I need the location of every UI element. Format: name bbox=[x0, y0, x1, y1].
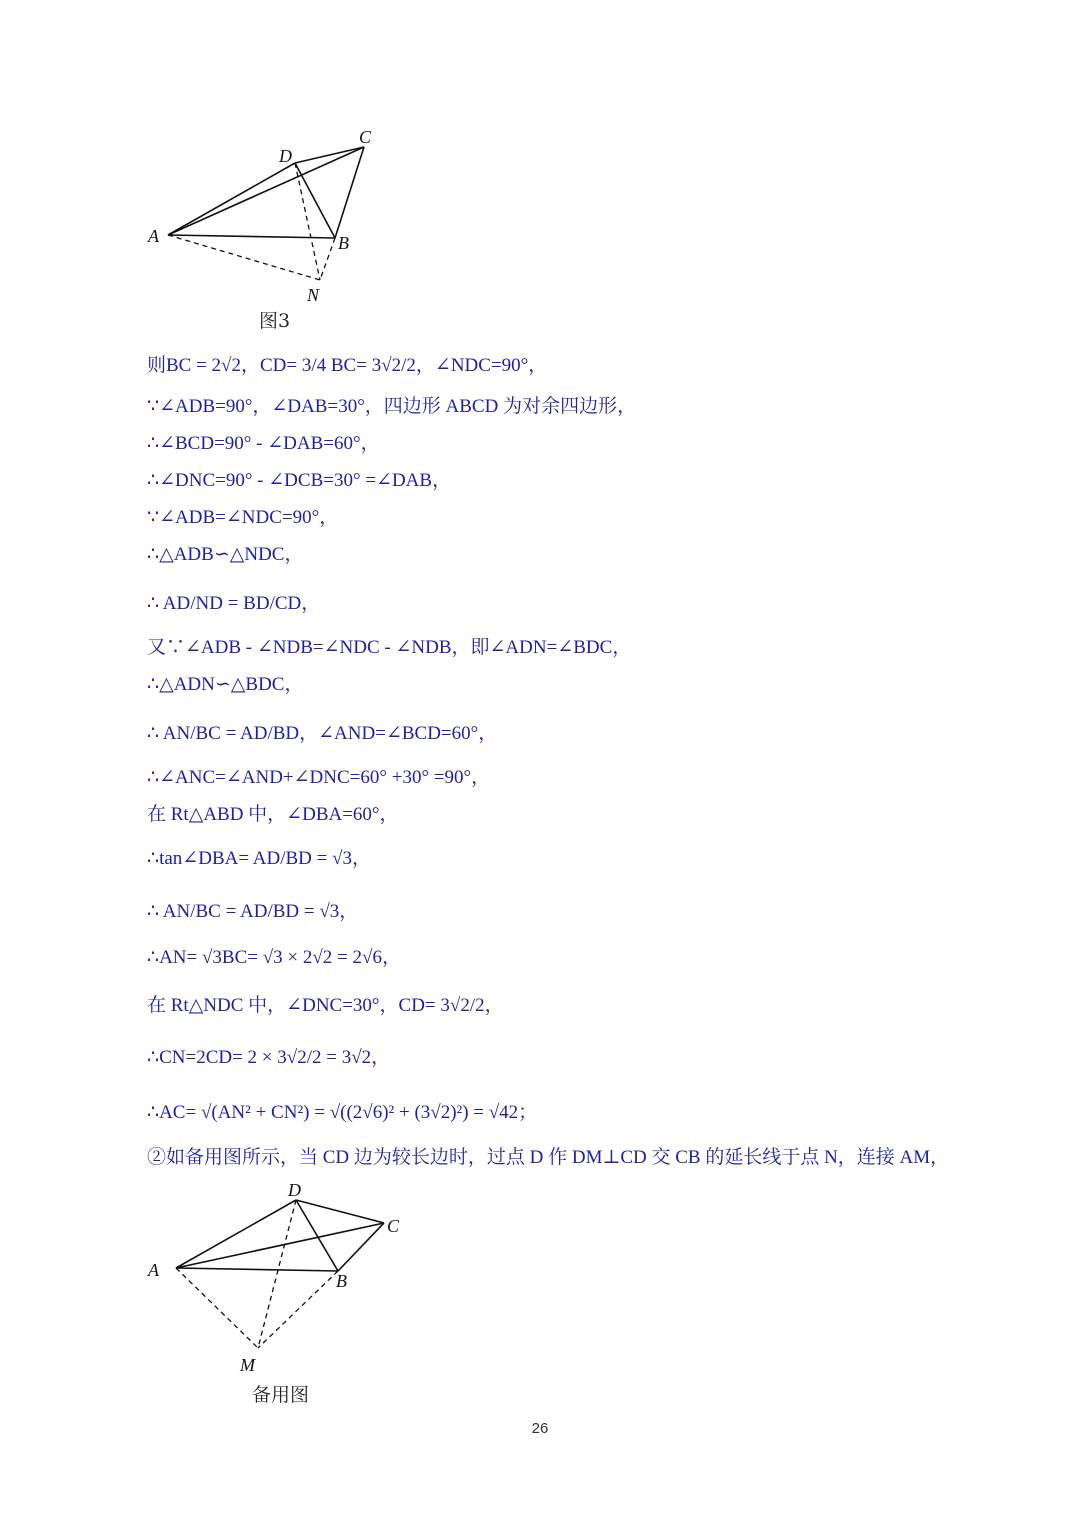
figure-backup-diagram bbox=[140, 1180, 420, 1380]
figure-3-diagram bbox=[140, 125, 400, 310]
text-line-8: 又∵∠ADB - ∠NDB=∠NDC - ∠NDB，即∠ADN=∠BDC， bbox=[147, 637, 632, 658]
label-A: A bbox=[148, 1260, 159, 1280]
text-line-11: ∴∠ANC=∠AND+∠DNC=60° +30° =90°， bbox=[147, 767, 491, 788]
text-line-13: ∴tan∠DBA= AD/BD = √3， bbox=[147, 848, 372, 869]
figure-backup bbox=[140, 1180, 420, 1380]
text-line-17: ∴CN=2CD= 2 × 3√2/2 = 3√2， bbox=[147, 1047, 391, 1068]
text-line-6: ∴△ADB∽△NDC， bbox=[147, 544, 304, 565]
label-C: C bbox=[359, 127, 372, 147]
label-D: D bbox=[288, 1180, 301, 1200]
text-line-3: ∴∠BCD=90° - ∠DAB=60°， bbox=[147, 433, 380, 454]
text-line-15: ∴AN= √3BC= √3 × 2√2 = 2√6， bbox=[147, 947, 401, 968]
label-C: C bbox=[387, 1216, 400, 1236]
text-line-5: ∵∠ADB=∠NDC=90°， bbox=[147, 507, 339, 528]
figure-3-caption: 图3 bbox=[259, 310, 291, 332]
text-line-10: ∴ AN/BC = AD/BD，∠AND=∠BCD=60°， bbox=[147, 723, 498, 744]
figure-backup-caption: 备用图 bbox=[252, 1384, 310, 1406]
text-line-2: ∵∠ADB=90°，∠DAB=30°，四边形 ABCD 为对余四边形， bbox=[147, 396, 637, 417]
text-line-19: ②如备用图所示，当 CD 边为较长边时，过点 D 作 DM⊥CD 交 CB 的延长线于点 N，连接 AM， bbox=[147, 1147, 950, 1168]
label-B: B bbox=[336, 1271, 347, 1291]
figure-3 bbox=[140, 125, 400, 310]
text-line-1: 则BC = 2√2，CD= 3/4 BC= 3√2/2，∠NDC=90°， bbox=[147, 355, 548, 376]
text-line-12: 在 Rt△ABD 中，∠DBA=60°， bbox=[147, 804, 399, 825]
text-line-7: ∴ AD/ND = BD/CD， bbox=[147, 593, 321, 614]
page-number: 26 bbox=[531, 1420, 549, 1437]
text-line-16: 在 Rt△NDC 中，∠DNC=30°，CD= 3√2/2， bbox=[147, 995, 504, 1016]
text-line-9: ∴△ADN∽△BDC， bbox=[147, 674, 304, 695]
text-line-14: ∴ AN/BC = AD/BD = √3， bbox=[147, 901, 359, 922]
label-D: D bbox=[279, 146, 292, 166]
text-line-4: ∴∠DNC=90° - ∠DCB=30° =∠DAB， bbox=[147, 470, 452, 491]
label-A: A bbox=[148, 226, 159, 246]
label-N: N bbox=[307, 285, 320, 305]
label-M: M bbox=[240, 1355, 255, 1375]
label-B: B bbox=[338, 233, 349, 253]
text-line-18: ∴AC= √(AN² + CN²) = √((2√6)² + (3√2)²) = √42； bbox=[147, 1102, 538, 1123]
